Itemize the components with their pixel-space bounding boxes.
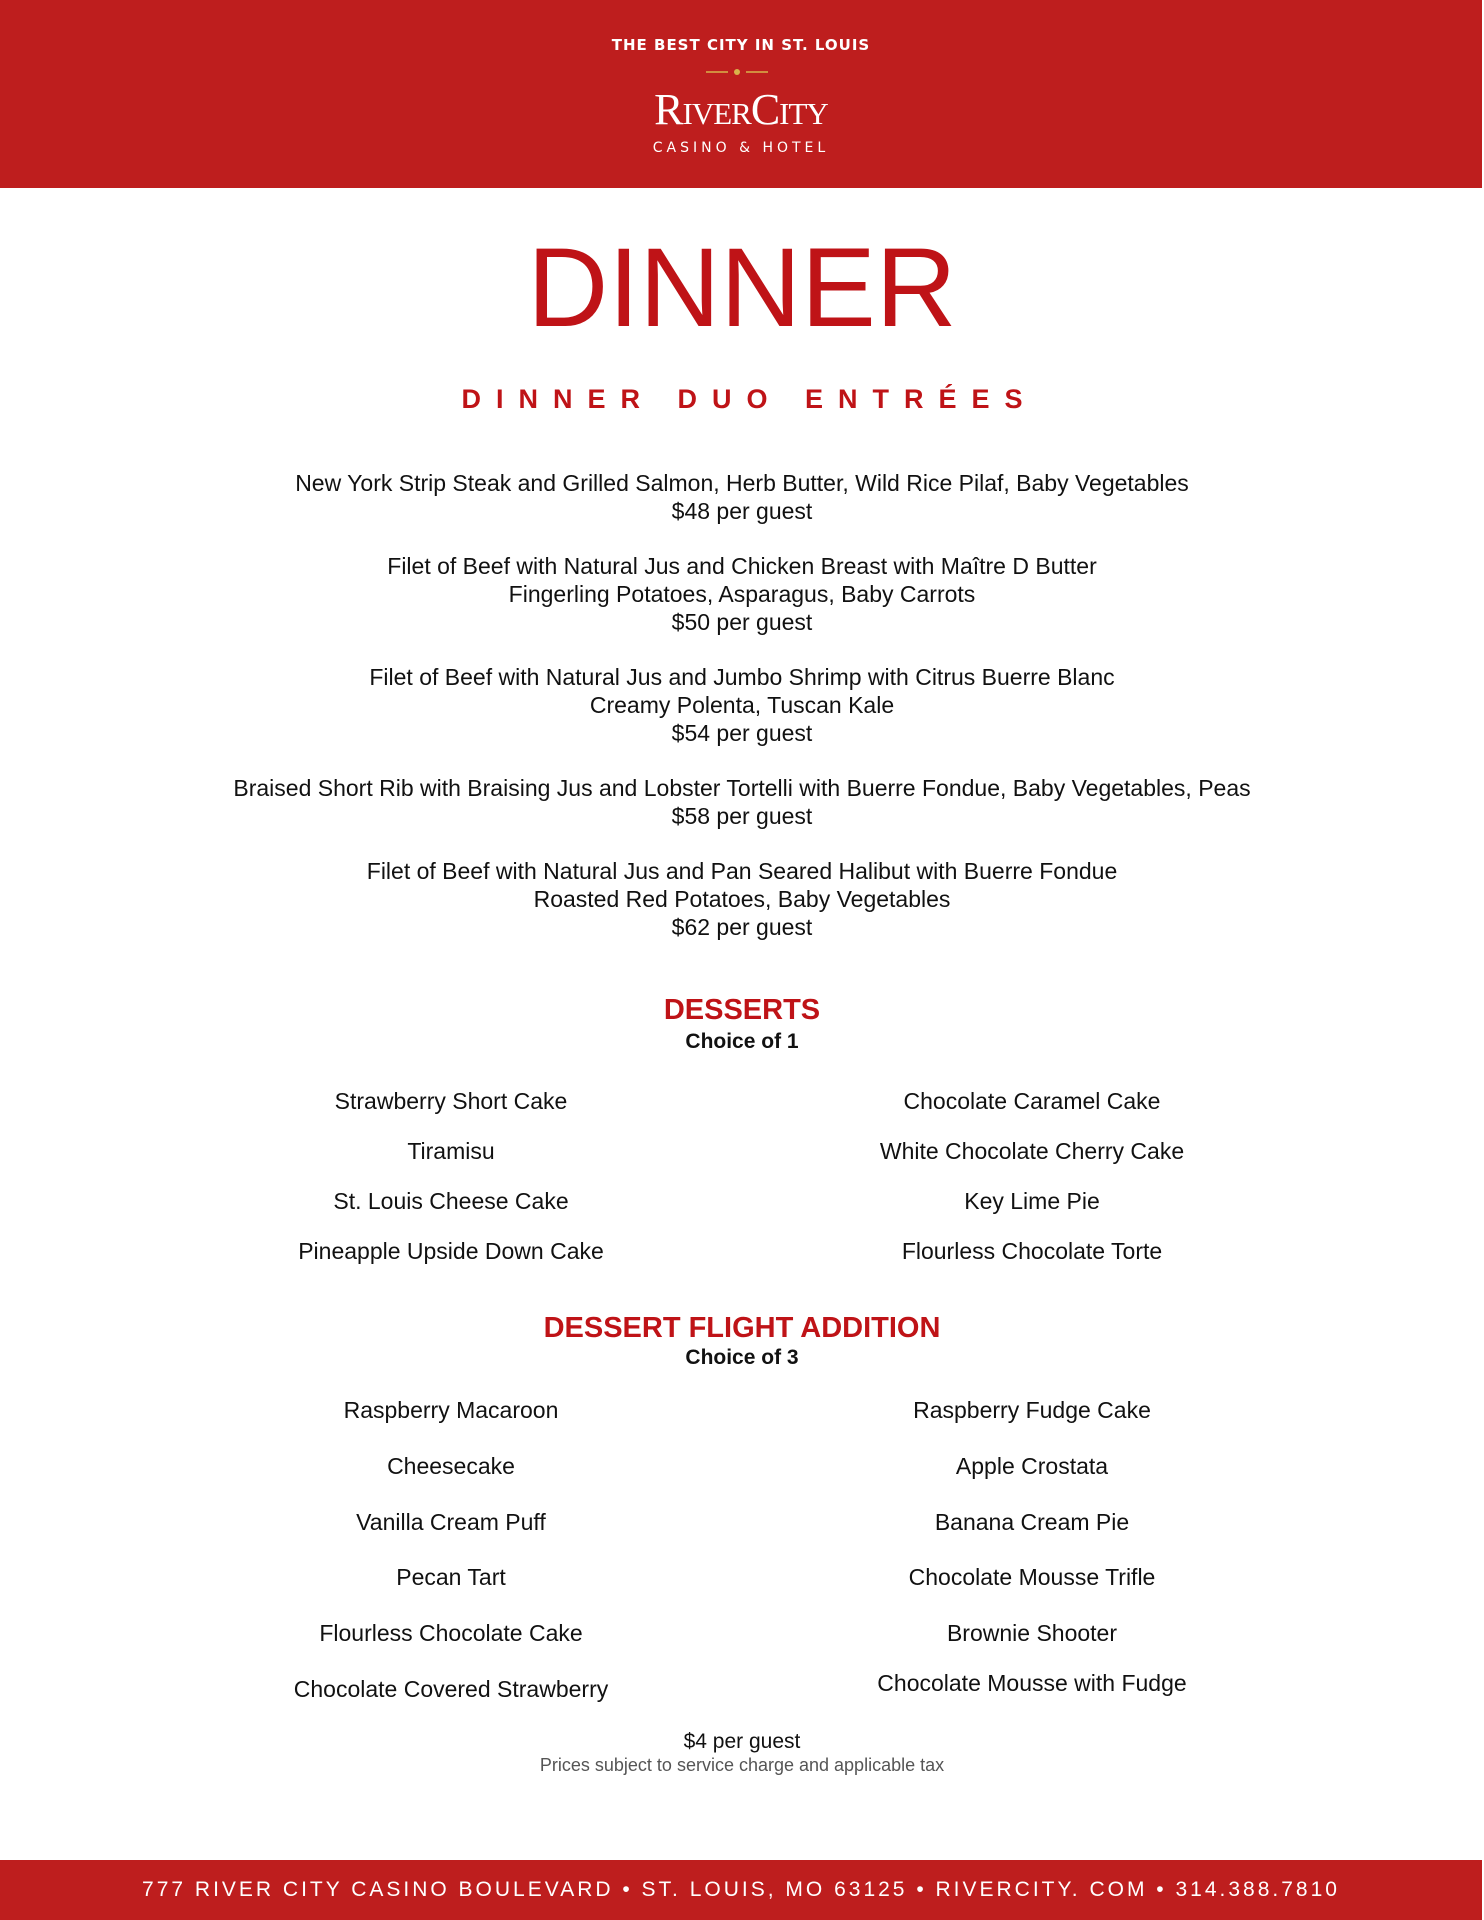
dessert-item: Tiramisu <box>407 1138 495 1164</box>
flight-item: Brownie Shooter <box>946 1620 1118 1646</box>
entree-list <box>0 469 1484 968</box>
flight-price: $4 per guest <box>683 1730 801 1753</box>
flight-item: Raspberry Macaroon <box>343 1397 559 1423</box>
dessert-flight-subheading: Choice of 3 <box>685 1346 799 1369</box>
desserts-subheading: Choice of 1 <box>685 1030 799 1053</box>
flight-item: Pecan Tart <box>396 1564 506 1590</box>
tagline: THE BEST CITY IN ST. LOUIS <box>611 36 871 54</box>
footer-address: 777 RIVER CITY CASINO BOULEVARD • ST. LOUIS, MO 63125 • RIVERCITY. COM • 314.388.7810 <box>0 1860 1482 1920</box>
entree-sides: Roasted Red Potatoes, Baby Vegetables <box>533 886 951 912</box>
dessert-item: White Chocolate Cherry Cake <box>879 1138 1185 1164</box>
dessert-item: Pineapple Upside Down Cake <box>298 1238 604 1264</box>
flight-item: Chocolate Covered Strawberry <box>293 1676 609 1702</box>
flight-item: Banana Cream Pie <box>934 1509 1130 1535</box>
entree-price: $54 per guest <box>671 720 813 746</box>
flight-item: Cheesecake <box>387 1453 515 1479</box>
entree-description: Filet of Beef with Natural Jus and Jumbo Shrimp with Citrus Buerre Blanc <box>369 664 1115 690</box>
entree-item <box>0 552 1484 636</box>
flight-item: Raspberry Fudge Cake <box>913 1397 1151 1423</box>
dessert-item: Strawberry Short Cake <box>334 1088 568 1114</box>
flight-item: Flourless Chocolate Cake <box>319 1620 583 1646</box>
dessert-item: Key Lime Pie <box>964 1188 1100 1214</box>
entree-price: $58 per guest <box>671 803 813 829</box>
logo: RiverCity <box>654 85 828 134</box>
flight-item: Apple Crostata <box>955 1453 1109 1479</box>
entree-price: $50 per guest <box>671 609 813 635</box>
entree-description: Braised Short Rib with Braising Jus and Lobster Tortelli with Buerre Fondue, Baby Vegetables, Peas <box>233 775 1251 801</box>
entree-item <box>0 663 1484 747</box>
entree-description: Filet of Beef with Natural Jus and Pan Seared Halibut with Buerre Fondue <box>366 858 1118 884</box>
dessert-item: St. Louis Cheese Cake <box>333 1188 569 1214</box>
ornament-icon <box>706 67 768 77</box>
entree-sides: Fingerling Potatoes, Asparagus, Baby Carrots <box>508 581 976 607</box>
entree-item <box>0 774 1484 830</box>
entree-item <box>0 469 1484 525</box>
entree-sides: Creamy Polenta, Tuscan Kale <box>589 692 895 718</box>
flight-item: Vanilla Cream Puff <box>356 1509 546 1535</box>
entree-price: $48 per guest <box>671 498 813 524</box>
dessert-item: Chocolate Caramel Cake <box>903 1088 1161 1114</box>
entree-description: Filet of Beef with Natural Jus and Chicken Breast with Maître D Butter <box>387 553 1097 579</box>
flight-item: Chocolate Mousse with Fudge <box>877 1670 1187 1696</box>
logo-subtitle: CASINO & HOTEL <box>652 140 830 156</box>
dessert-item: Flourless Chocolate Torte <box>901 1238 1163 1264</box>
flight-item: Chocolate Mousse Trifle <box>908 1564 1156 1590</box>
entree-price: $62 per guest <box>671 914 813 940</box>
dinner-duo-heading: DINNER DUO ENTRÉES <box>461 384 1038 414</box>
tax-note: Prices subject to service charge and applicable tax <box>539 1755 945 1775</box>
header-banner <box>0 0 1482 188</box>
desserts-heading: DESSERTS <box>663 994 821 1026</box>
entree-description: New York Strip Steak and Grilled Salmon, Herb Butter, Wild Rice Pilaf, Baby Vegetables <box>295 470 1189 496</box>
entree-item <box>0 857 1484 941</box>
page-title: DINNER <box>527 225 957 350</box>
dessert-flight-heading: DESSERT FLIGHT ADDITION <box>543 1312 941 1344</box>
